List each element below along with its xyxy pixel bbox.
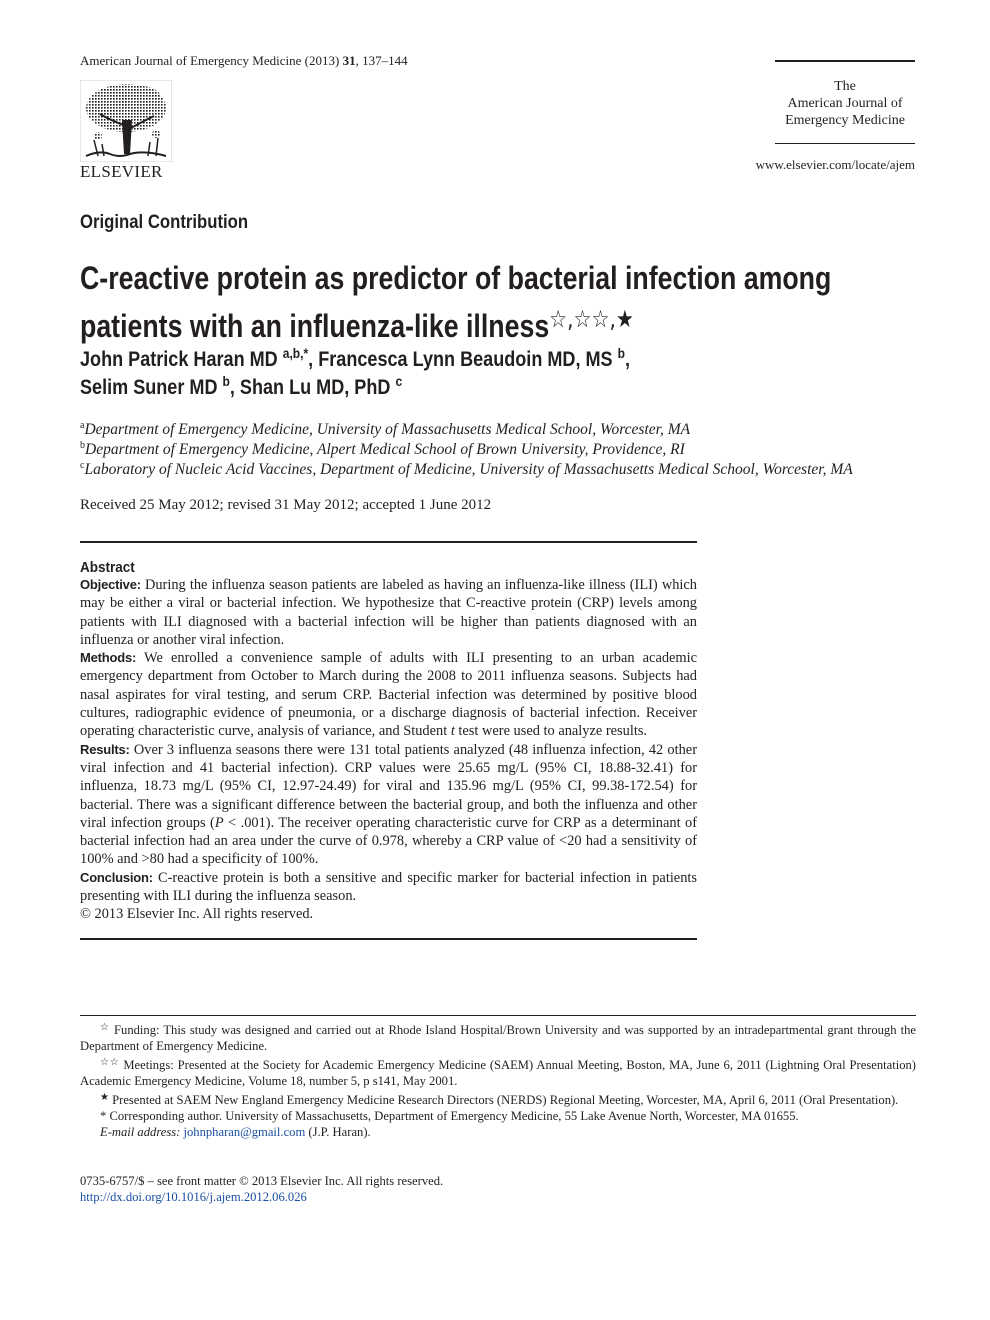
title-line1: C-reactive protein as predictor of bacterial infection among [80, 260, 832, 296]
footnote-email: E-mail address: johnpharan@gmail.com (J.P. Haran). [100, 1125, 371, 1140]
footnote-funding: ☆ Funding: This study was designed and carried out at Rhode Island Hospital/Brown University and was supported by an intradepartmental grant through the Department of Emergency Medicine. [80, 1022, 917, 1054]
footnotes [80, 1020, 916, 1141]
article-title [80, 258, 915, 347]
journal-line3: Emergency Medicine [785, 113, 905, 128]
abstract-methods: Methods: We enrolled a convenience sample of adults with ILI presenting to an urban academic emergency department from October to March during the 2008 to 2011 influenza seasons. Subjects had nasal aspirates for viral testing, and serum CRP. Bacterial infection was determined by positive blood cultures, radiographic evidence of pneumonia, or a discharge diagnosis of bacterial infection. Receiver operating characteristic curve, analysis of variance, and Student t test were used to analyze results. [80, 650, 697, 740]
abstract-body [80, 576, 697, 924]
email-link[interactable]: johnpharan@gmail.com [183, 1125, 306, 1140]
author-name: John Patrick Haran MD [80, 348, 278, 371]
footnote-rule [80, 1015, 916, 1016]
affiliation-a: $^a$Department of Emergency Medicine, University of Massachusetts Medical School, Worcester, MA [80, 420, 691, 438]
author-name: Shan Lu MD, PhD [239, 376, 391, 399]
abstract-objective: Objective: During the influenza season patients are labeled as having an influenza-like illness (ILI) which may be either a viral or bacterial infection. We hypothesize that C-reactive protein (CRP) levels among patients with ILI diagnosed with a bacterial infection will be higher than patients diagnosed with an influenza or another viral infection. [80, 577, 697, 648]
doi-link[interactable]: http://dx.doi.org/10.1016/j.ajem.2012.06.026 [80, 1190, 307, 1204]
citation-pages: , 137–144 [355, 53, 408, 68]
publisher-name: ELSEVIER [80, 162, 163, 181]
abstract-heading: Abstract [80, 559, 135, 576]
issn-line: 0735-6757/$ – see front matter © 2013 Elsevier Inc. All rights reserved. [80, 1174, 444, 1188]
journal-line1: The [834, 79, 856, 94]
author-affiliation-sup[interactable]: c [395, 373, 403, 389]
journal-url[interactable]: www.elsevier.com/locate/ajem [755, 157, 915, 172]
abstract-copyright: © 2013 Elsevier Inc. All rights reserved. [80, 906, 314, 923]
journal-bottom-rule [775, 143, 915, 144]
author-affiliation-sup[interactable]: b [222, 373, 230, 389]
affiliation-c: $^c$Laboratory of Nucleic Acid Vaccines, Department of Medicine, University of Massachusetts Medical School, Worcester, MA [80, 460, 853, 478]
section-label: Original Contribution [80, 212, 249, 233]
abstract-bottom-rule [80, 938, 697, 940]
author-name: Francesca Lynn Beaudoin MD, MS [318, 348, 613, 371]
journal-top-rule [775, 60, 915, 62]
title-line2: patients with an influenza-like illness [80, 308, 550, 344]
footnote-presented: ★ Presented at SAEM New England Emergency Medicine Research Directors (NERDS) Regional Meeting, Worcester, MA, April 6, 2011 (Oral Presentation). [100, 1091, 899, 1107]
received-dates: Received 25 May 2012; revised 31 May 2012; accepted 1 June 2012 [80, 497, 492, 513]
journal-line2: American Journal of [787, 96, 903, 111]
title-footnote-marks[interactable]: ☆,☆☆,★ [549, 305, 634, 333]
affiliation-b: $^b$Department of Emergency Medicine, Alpert Medical School of Brown University, Providence, RI [80, 440, 685, 458]
citation-volume: 31 [342, 53, 356, 68]
abstract-top-rule [80, 541, 697, 543]
elsevier-tree-icon [80, 80, 172, 162]
author-affiliation-sup[interactable]: b [617, 345, 625, 361]
author-name: Selim Suner MD [80, 376, 218, 399]
abstract-conclusion: Conclusion: C-reactive protein is both a sensitive and specific marker for bacterial infection in patients presenting with ILI during the influenza season. [80, 869, 697, 905]
abstract-results: Results: Over 3 influenza seasons there were 131 total patients analyzed (48 influenza infection, 42 other viral infection and 41 bacterial infection). CRP values were 25.65 mg/L (95% CI, 18.88-32.41) for influenza, 18.73 mg/L (95% CI, 12.97-24.49) for viral and 135.96 mg/L (95% CI, 99.38-172.54) for bacterial. There was a significant difference between the bacterial group, and both the influenza and other viral infection groups (P < .001). The receiver operating characteristic curve for CRP as a determinant of bacterial infection had an area under the curve of 0.978, whereby a CRP value of <20 had a sensitivity of 100% and >80 had a specificity of 100%. [80, 741, 697, 868]
author-list: John Patrick Haran MD $^{a,b,*}$, Francesca Lynn Beaudoin MD, MS $^b$, Selim Suner MD $^b$, Shan Lu MD, PhD $^c$ [80, 345, 631, 399]
author-affiliation-sup[interactable]: a,b,* [282, 345, 309, 361]
footnote-corresponding: * Corresponding author. University of Massachusetts, Department of Emergency Medicine, 55 Lake Avenue North, Worcester, MA 01655. [100, 1109, 799, 1124]
journal-citation [80, 53, 408, 69]
citation-prefix: American Journal of Emergency Medicine (2013) [80, 53, 343, 68]
footnote-meetings: ☆☆ Meetings: Presented at the Society for Academic Emergency Medicine (SAEM) Annual Meeting, Boston, MA, June 6, 2011 (Lightning Oral Presentation) Academic Emergency Medicine, Volume 18, number 5, p s141, May 2001. [80, 1056, 916, 1089]
journal-masthead [775, 78, 915, 129]
